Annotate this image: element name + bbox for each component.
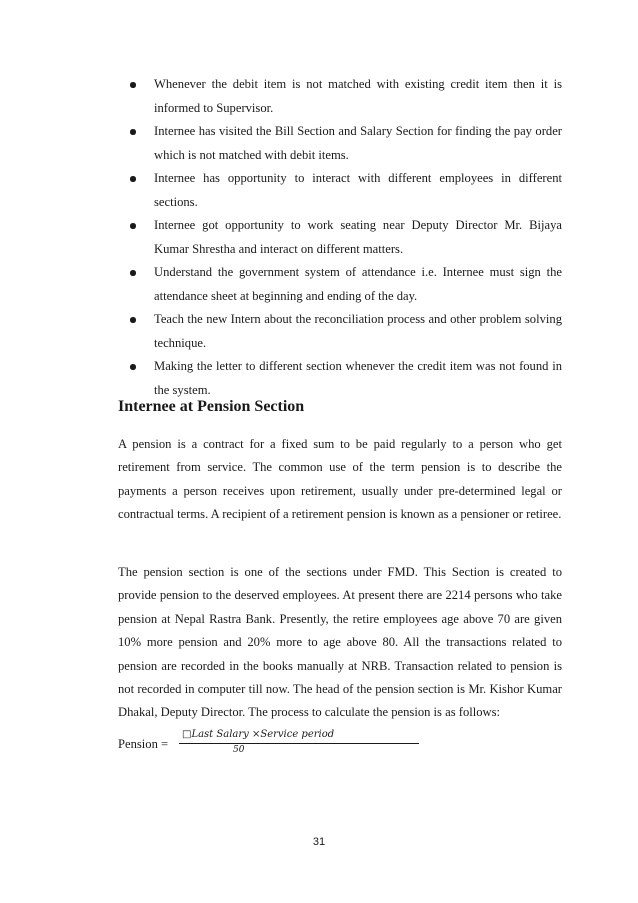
list-item <box>120 214 562 261</box>
list-item <box>120 355 562 402</box>
list-item <box>120 167 562 214</box>
section-heading: Internee at Pension Section <box>118 398 305 415</box>
pension-formula <box>118 728 418 768</box>
list-item <box>120 120 562 167</box>
bullet-icon <box>130 223 136 229</box>
page-number: 31 <box>312 836 326 848</box>
list-item-text: Whenever the debit item is not matched with existing credit item then it is informed to Supervisor. <box>154 77 562 115</box>
list-item <box>120 73 562 120</box>
list-item-text: Internee has visited the Bill Section and Salary Section for finding the pay order which is not matched with debit items. <box>154 124 562 162</box>
formula-numerator: □Last Salary ×Service period <box>182 729 335 740</box>
paragraph-pension-definition: A pension is a contract for a fixed sum to be paid regularly to a person who get retirement from service. The common use of the term pension is to describe the payments a person receives upon retirement, usually under pre-determined legal or contractual terms. A recipient of a retirement pension is known as a pensioner or retiree. <box>118 437 562 522</box>
bullet-icon <box>130 364 136 370</box>
bullet-icon <box>130 317 136 323</box>
list-item-text: Making the letter to different section whenever the credit item was not found in the system. <box>154 359 562 397</box>
list-item <box>120 261 562 308</box>
list-item-text: Understand the government system of attendance i.e. Internee must sign the attendance sheet at beginning and ending of the day. <box>154 265 562 303</box>
list-item <box>120 308 562 355</box>
bullet-icon <box>130 82 136 88</box>
list-item-text: Internee got opportunity to work seating near Deputy Director Mr. Bijaya Kumar Shrestha and interact on different matters. <box>154 218 562 256</box>
formula-denominator: 50 <box>233 745 245 755</box>
bullet-list <box>120 73 562 402</box>
paragraph-pension-section: The pension section is one of the sections under FMD. This Section is created to provide pension to the deserved employees. At present there are 2214 persons who take pension at Nepal Rastra Bank. Presently, the retire employees age above 70 are given 10% more pension and 20% more to age above 80. All the transactions related to pension are recorded in the books manually at NRB. Transaction related to pension is not recorded in computer till now. The head of the pension section is Mr. Kishor Kumar Dhakal, Deputy Director. The process to calculate the pension is as follows: <box>118 565 562 720</box>
bullet-icon <box>130 129 136 135</box>
formula-fraction <box>179 728 427 757</box>
bullet-icon <box>130 176 136 182</box>
list-item-text: Internee has opportunity to interact with different employees in different sections. <box>154 171 562 209</box>
list-item-text: Teach the new Intern about the reconciliation process and other problem solving technique. <box>154 312 562 350</box>
bullet-icon <box>130 270 136 276</box>
formula-lhs: Pension = <box>118 737 169 751</box>
